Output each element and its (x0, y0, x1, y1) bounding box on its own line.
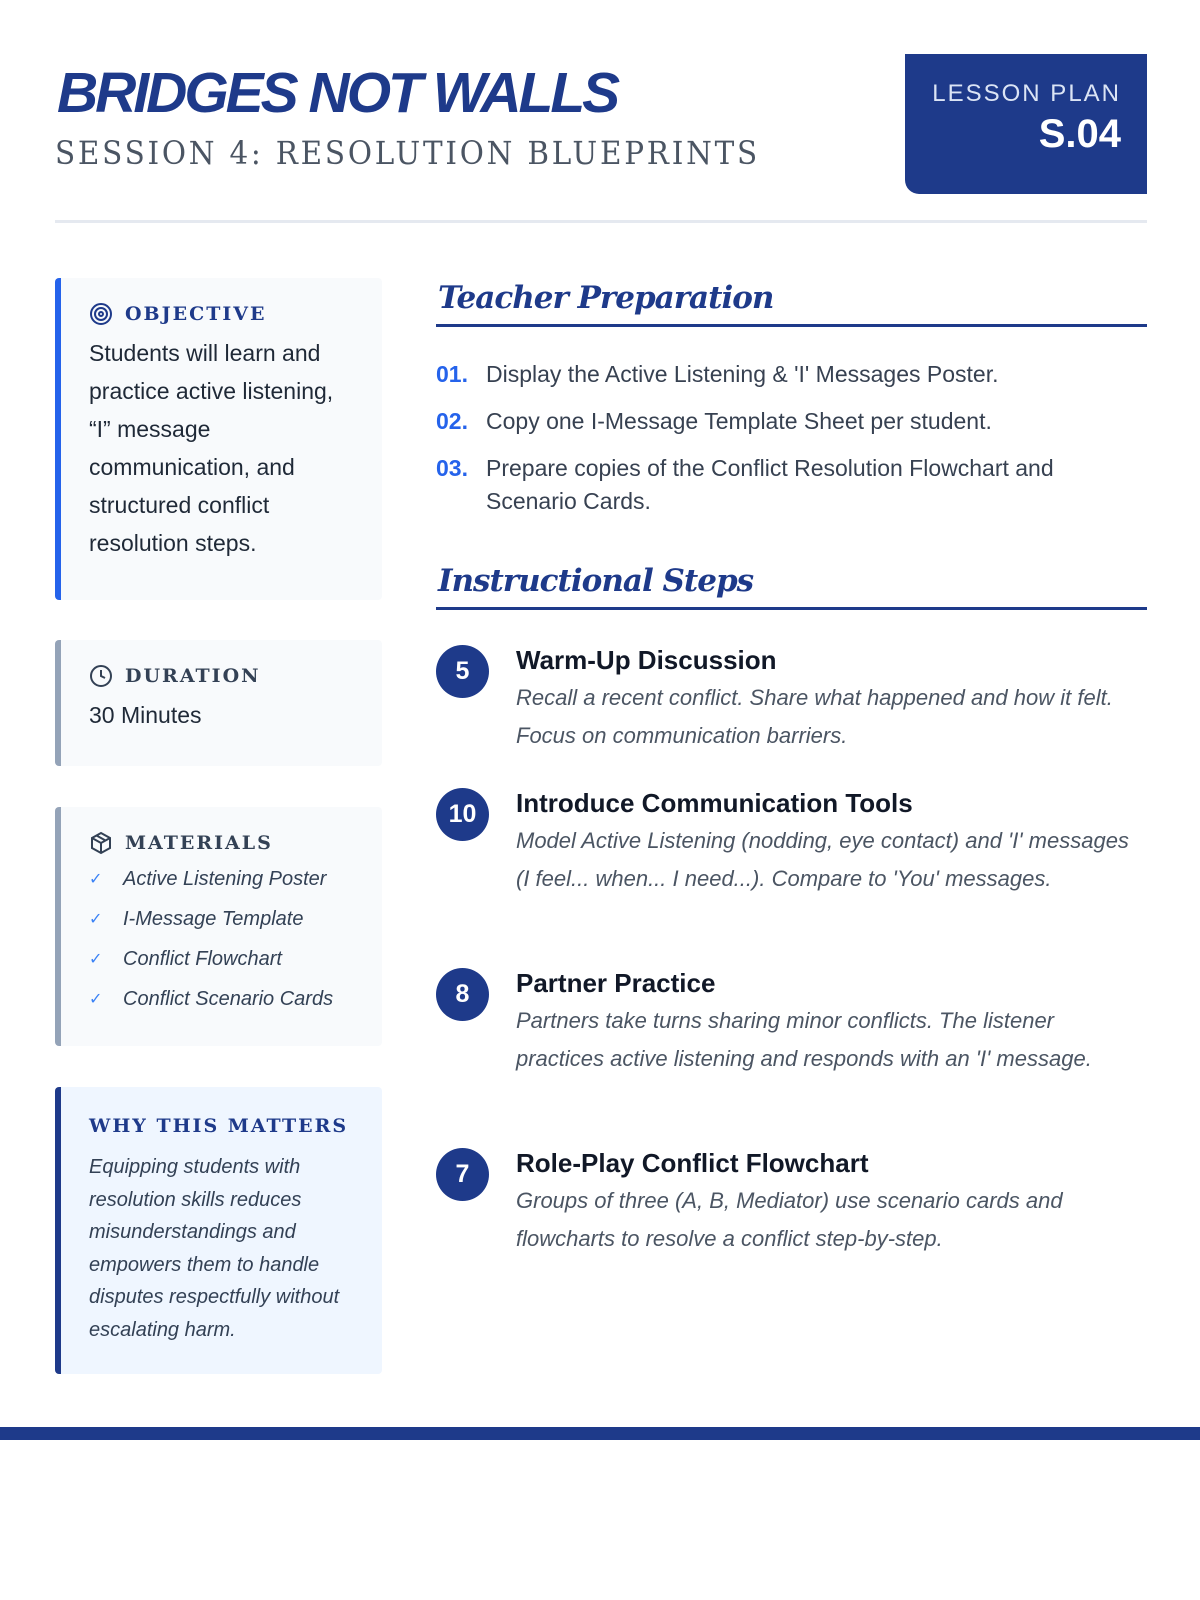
why-this-matters-card (55, 1087, 382, 1374)
materials-list (89, 859, 356, 1019)
prep-item (436, 405, 1147, 438)
header-divider (55, 220, 1147, 223)
material-label: I-Message Template (123, 907, 304, 930)
step-item (436, 968, 1147, 1078)
step-desc: Groups of three (A, B, Mediator) use scenario cards and flowcharts to resolve a conflict step-by-step. (516, 1188, 1063, 1251)
prep-text: Copy one I-Message Template Sheet per student. (486, 408, 992, 434)
step-title: Partner Practice (516, 968, 716, 998)
why-heading: WHY THIS MATTERS (89, 1115, 349, 1137)
duration-heading: DURATION (125, 665, 261, 687)
prep-text: Display the Active Listening & 'I' Messages Poster. (486, 361, 999, 387)
duration-text: 30 Minutes (89, 702, 202, 728)
instructional-steps-heading: Instructional Steps (436, 563, 1147, 610)
step-title: Warm-Up Discussion (516, 645, 777, 675)
check-icon: ✓ (89, 991, 103, 1008)
step-item (436, 645, 1147, 755)
materials-heading: MATERIALS (125, 832, 273, 854)
step-title: Introduce Communication Tools (516, 788, 913, 818)
material-item (89, 979, 356, 1019)
material-label: Conflict Scenario Cards (123, 987, 334, 1010)
step-minutes: 8 (436, 968, 489, 1021)
prep-number: 02. (436, 408, 468, 434)
objective-text: Students will learn and practice active listening, “I” message communication, and structured conflict resolution steps. (89, 340, 334, 556)
step-item (436, 1148, 1147, 1258)
prep-number: 01. (436, 361, 468, 387)
duration-card (55, 640, 382, 766)
preparation-list (436, 358, 1147, 532)
material-item (89, 899, 356, 939)
material-item (89, 939, 356, 979)
material-item (89, 859, 356, 899)
badge-code: S.04 (1038, 112, 1121, 156)
material-label: Conflict Flowchart (123, 947, 282, 970)
prep-text: Prepare copies of the Conflict Resolution Flowchart and Scenario Cards. (486, 455, 1054, 514)
footer-bar (0, 1427, 1200, 1440)
page-title: BRIDGES NOT WALLS (57, 61, 618, 125)
clock-icon (89, 664, 113, 688)
objective-card (55, 278, 382, 600)
why-text: Equipping students with resolution skills reduces misunderstandings and empowers them to handle disputes respectfully without escalating harm. (89, 1156, 340, 1341)
objective-heading: OBJECTIVE (125, 303, 267, 325)
step-minutes: 7 (436, 1148, 489, 1201)
page-subtitle: SESSION 4: RESOLUTION BLUEPRINTS (55, 134, 760, 172)
teacher-preparation-heading: Teacher Preparation (436, 280, 1147, 327)
step-minutes: 10 (436, 788, 489, 841)
step-desc: Partners take turns sharing minor conflicts. The listener practices active listening and responds with an 'I' message. (516, 1008, 1092, 1071)
check-icon: ✓ (89, 871, 103, 888)
prep-item (436, 452, 1147, 518)
badge-label: LESSON PLAN (932, 80, 1121, 107)
step-desc: Model Active Listening (nodding, eye contact) and 'I' messages (I feel... when... I need...). Compare to 'You' messages. (516, 828, 1129, 891)
step-title: Role-Play Conflict Flowchart (516, 1148, 869, 1178)
materials-card (55, 807, 382, 1046)
package-icon (89, 831, 113, 855)
step-minutes: 5 (436, 645, 489, 698)
lesson-plan-badge (905, 54, 1147, 194)
header (55, 54, 1147, 194)
check-icon: ✓ (89, 951, 103, 968)
material-label: Active Listening Poster (123, 867, 327, 890)
prep-item (436, 358, 1147, 391)
target-icon (89, 302, 113, 326)
check-icon: ✓ (89, 911, 103, 928)
step-desc: Recall a recent conflict. Share what happened and how it felt. Focus on communication barriers. (516, 685, 1113, 748)
step-item (436, 788, 1147, 898)
prep-number: 03. (436, 455, 468, 481)
